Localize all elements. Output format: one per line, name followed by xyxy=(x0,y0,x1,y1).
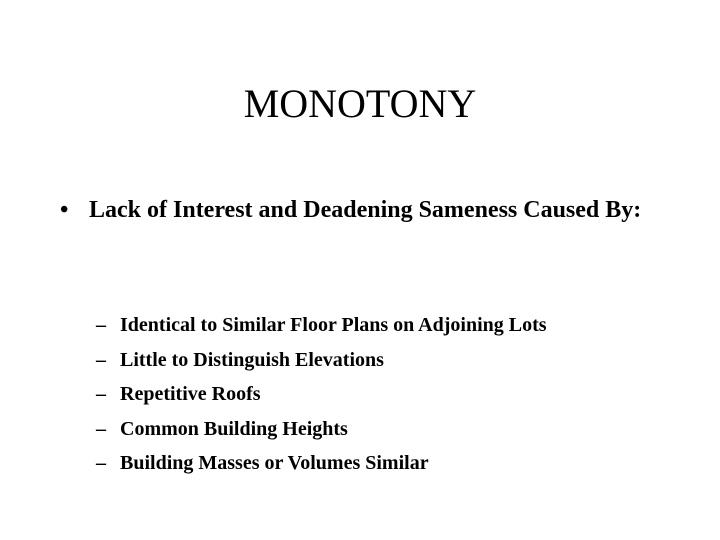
slide-title: MONOTONY xyxy=(243,81,477,126)
sub-bullet-text: Common Building Heights xyxy=(120,417,348,440)
sub-bullet-list xyxy=(96,308,696,481)
sub-bullet-item xyxy=(96,343,696,378)
sub-bullet-text: Little to Distinguish Elevations xyxy=(120,348,384,371)
sub-bullet-item xyxy=(96,308,696,343)
sub-bullet-item xyxy=(96,412,696,447)
main-bullet xyxy=(60,194,660,227)
dash-marker: – xyxy=(96,348,106,371)
sub-bullet-text: Identical to Similar Floor Plans on Adjoining Lots xyxy=(120,314,547,336)
sub-bullet-text: Repetitive Roofs xyxy=(120,383,261,405)
sub-bullet-item xyxy=(96,446,696,481)
sub-bullet-text: Building Masses or Volumes Similar xyxy=(120,452,429,474)
bullet-marker: • xyxy=(60,197,69,223)
main-bullet-text: Lack of Interest and Deadening Sameness Caused By: xyxy=(89,197,642,223)
dash-marker: – xyxy=(96,452,106,474)
sub-bullet-item xyxy=(96,377,696,412)
dash-marker: – xyxy=(96,383,106,405)
dash-marker: – xyxy=(96,314,106,336)
dash-marker: – xyxy=(96,417,106,440)
